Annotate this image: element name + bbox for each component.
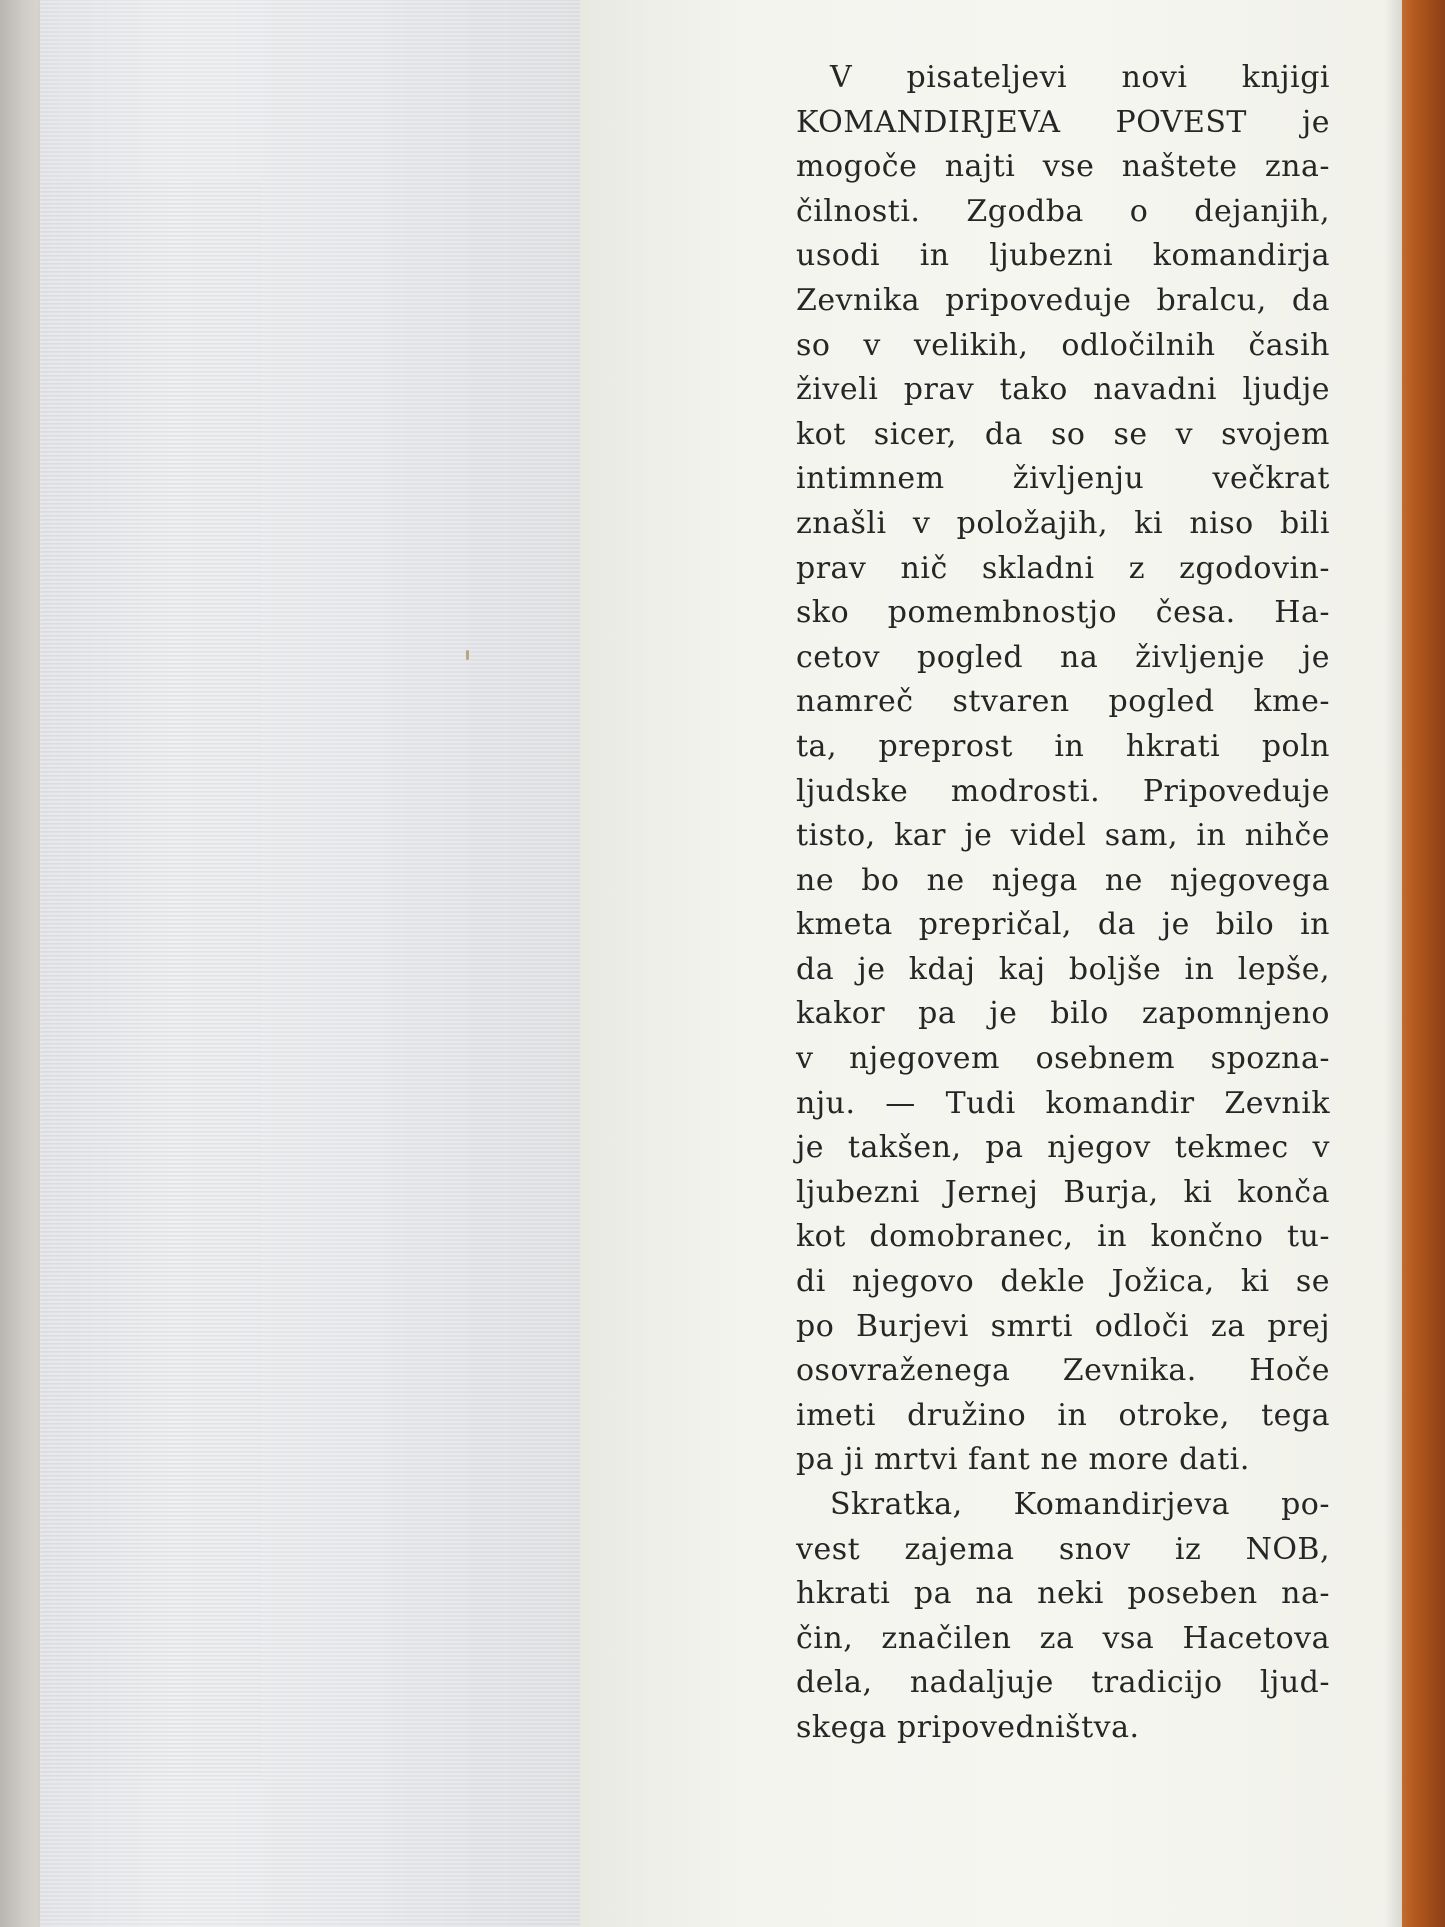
blurb-line: čin, značilen za vsa Hacetova [796, 1620, 1330, 1656]
blurb-line: ljudske modrosti. Pripoveduje [796, 773, 1330, 809]
blurb-line: cetov pogled na življenje je [796, 639, 1330, 675]
flap-texture [42, 180, 262, 1780]
blurb-line: Skratka, Komandirjeva po- [830, 1487, 1330, 1522]
blurb-line: prav nič skladni z zgodovin- [796, 550, 1330, 586]
blurb-line: čilnosti. Zgodba o dejanjih, [796, 193, 1330, 229]
cover-edge [1402, 0, 1445, 1927]
blurb-line: je takšen, pa njegov tekmec v [796, 1130, 1330, 1166]
blurb-line: intimnem življenju večkrat [796, 461, 1330, 497]
blurb-line: Zevnika pripoveduje bralcu, da [796, 282, 1330, 318]
blurb-line: so v velikih, odločilnih časih [796, 327, 1330, 363]
blurb-line: imeti družino in otroke, tega [796, 1397, 1330, 1433]
blurb-line: V pisateljevi novi knjigi [830, 60, 1330, 95]
blurb-line: vest zajema snov iz NOB, [796, 1531, 1330, 1567]
blurb-line: kmeta prepričal, da je bilo in [796, 907, 1330, 943]
blurb-line: mogoče najti vse naštete zna- [796, 149, 1330, 185]
blurb-line: ta, preprost in hkrati poln [796, 728, 1330, 764]
blurb-line: hkrati pa na neki poseben na- [796, 1576, 1330, 1612]
blurb-line: kot sicer, da so se v svojem [796, 416, 1330, 452]
blurb-text [796, 56, 1330, 1751]
blurb-line: dela, nadaljuje tradicijo ljud- [796, 1665, 1330, 1701]
blurb-line: tisto, kar je videl sam, in nihče [796, 818, 1330, 854]
blurb-line: ne bo ne njega ne njegovega [796, 862, 1330, 898]
blurb-line: v njegovem osebnem spozna- [796, 1041, 1330, 1077]
blurb-line: da je kdaj kaj boljše in lepše, [796, 951, 1330, 987]
paper-speck [466, 650, 469, 660]
blurb-line: ljubezni Jernej Burja, ki konča [796, 1174, 1330, 1210]
blurb-line: živeli prav tako navadni ljudje [796, 372, 1330, 408]
blurb-line: KOMANDIRJEVA POVEST je [796, 104, 1330, 140]
blurb-line: sko pomembnostjo česa. Ha- [796, 595, 1330, 631]
blurb-line: kakor pa je bilo zapomnjeno [796, 996, 1330, 1032]
blurb-line: nju. — Tudi komandir Zevnik [796, 1085, 1330, 1121]
blurb-line: namreč stvaren pogled kme- [796, 684, 1330, 720]
blurb-line: po Burjevi smrti odloči za prej [796, 1308, 1330, 1344]
blurb-line: osovraženega Zevnika. Hoče [796, 1353, 1330, 1389]
blurb-line: znašli v položajih, ki niso bili [796, 505, 1330, 541]
blurb-line: usodi in ljubezni komandirja [796, 238, 1330, 274]
blurb-line: pa ji mrtvi fant ne more dati. [796, 1442, 1250, 1478]
blurb-line: skega pripovedništva. [796, 1709, 1140, 1745]
blurb-line: di njegovo dekle Jožica, ki se [796, 1264, 1330, 1300]
blurb-line: kot domobranec, in končno tu- [796, 1219, 1330, 1255]
